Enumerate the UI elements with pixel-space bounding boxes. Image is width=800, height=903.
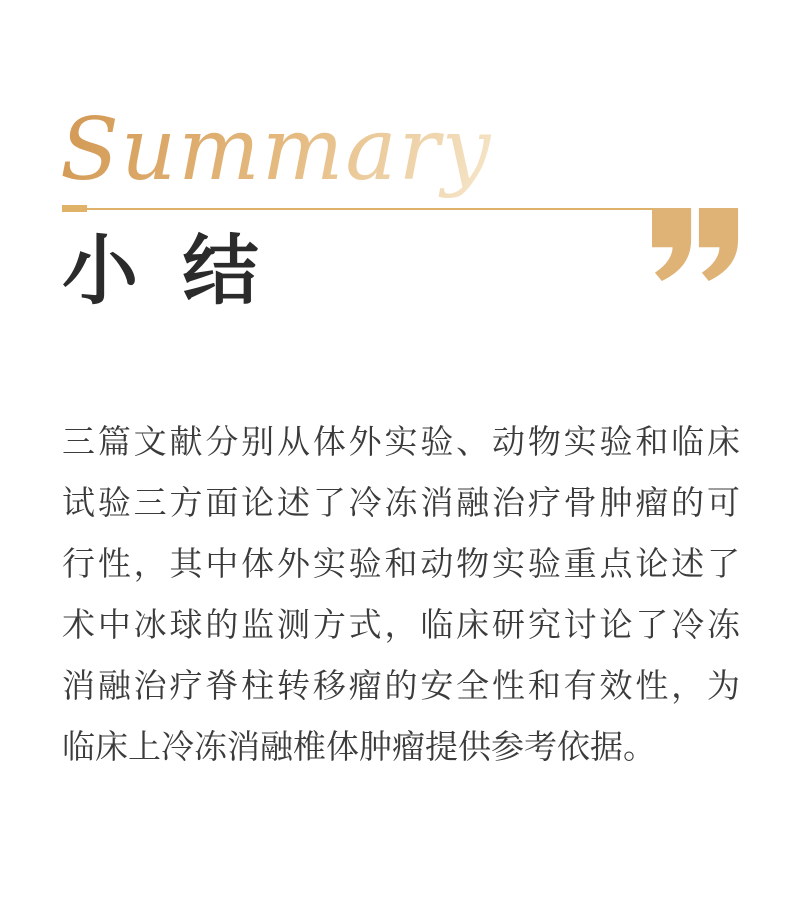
paragraph-line: 临床上冷冻消融椎体肿瘤提供参考依据。 xyxy=(62,728,656,765)
paragraph-line: 三篇文献分别从体外实验、动物实验和临床 xyxy=(62,423,740,460)
paragraph-line: 消融治疗脊柱转移瘤的安全性和有效性，为 xyxy=(62,667,740,704)
paragraph-line: 术中冰球的监测方式，临床研究讨论了冷冻 xyxy=(62,606,740,643)
summary-paragraph xyxy=(62,411,740,777)
paragraph-line: 试验三方面论述了冷冻消融治疗骨肿瘤的可 xyxy=(62,484,740,521)
divider-accent-block xyxy=(62,205,87,212)
page-title: 小 结 xyxy=(62,226,263,315)
divider-line xyxy=(87,208,653,210)
closing-double-quote-icon xyxy=(652,208,740,281)
script-heading: Summary xyxy=(60,94,492,206)
paragraph-line: 行性，其中体外实验和动物实验重点论述了 xyxy=(62,545,740,582)
